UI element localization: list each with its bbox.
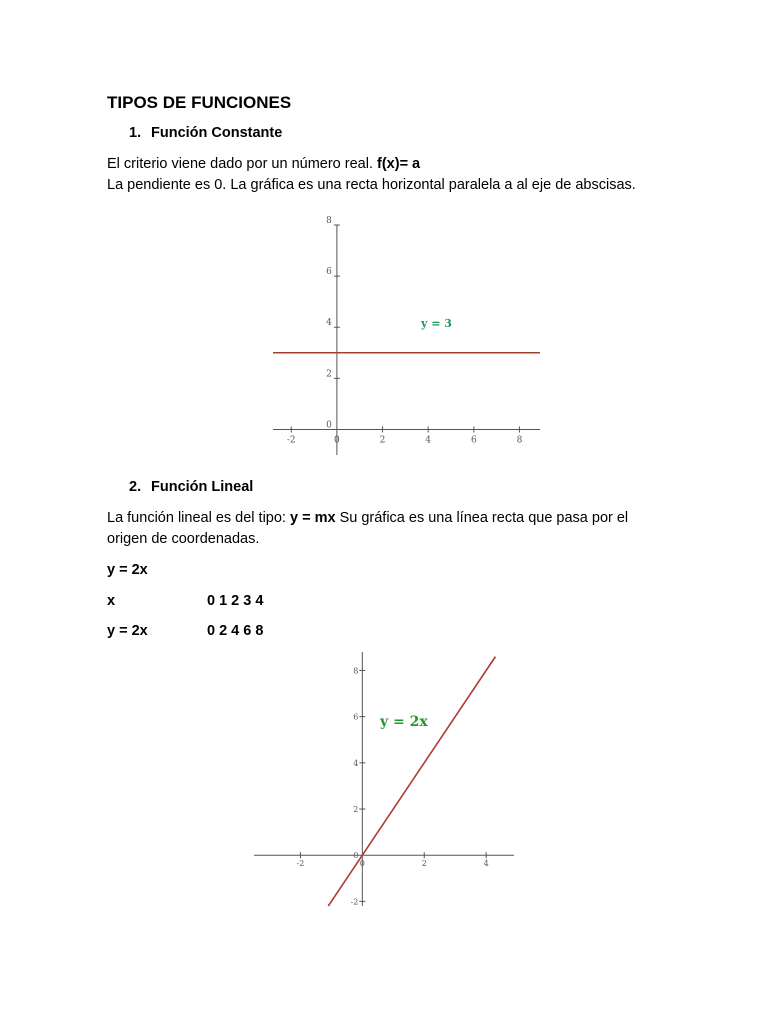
example-equation: y = 2x xyxy=(107,562,148,578)
y-tick-label: -2 xyxy=(350,897,359,907)
y-tick-label: 6 xyxy=(353,712,359,722)
linear-definition-line-2: origen de coordenadas. xyxy=(107,531,260,547)
y-tick-label: 0 xyxy=(326,420,332,431)
y-tick-label: 4 xyxy=(326,318,332,329)
x-tick-label: 4 xyxy=(483,859,489,869)
x-tick-label: 4 xyxy=(425,435,432,446)
criterion-formula: f(x)= a xyxy=(377,156,421,172)
criterion-text: El criterio viene dado por un número real. xyxy=(107,156,373,172)
table-y-values: 0 2 4 6 8 xyxy=(207,623,264,639)
y-tick-label: 4 xyxy=(353,758,359,768)
linear-definition-line xyxy=(107,508,628,529)
section-1-heading xyxy=(129,125,282,141)
series-line xyxy=(328,657,495,906)
criterion-line xyxy=(107,154,636,175)
linear-definition-rest: Su gráfica es una línea recta que pasa por el xyxy=(339,510,629,526)
x-tick-label: -2 xyxy=(296,859,305,869)
table-y-label: y = 2x xyxy=(107,623,148,639)
x-tick-label: 8 xyxy=(516,435,523,446)
x-tick-label: -2 xyxy=(286,435,296,446)
y-tick-label: 8 xyxy=(326,216,332,226)
y-tick-label: 8 xyxy=(353,666,359,676)
table-x-label: x xyxy=(107,593,116,609)
table-x-values: 0 1 2 3 4 xyxy=(207,593,264,609)
chart-1-group xyxy=(273,216,540,455)
x-tick-label: 0 xyxy=(359,859,365,869)
section-1-title: Función Constante xyxy=(151,125,283,141)
slope-line: La pendiente es 0. La gráfica es una recta horizontal paralela a al eje de abscisas. xyxy=(107,177,636,193)
chart-2-group xyxy=(254,652,514,906)
y-tick-label: 2 xyxy=(353,805,359,815)
linear-definition-text: La función lineal es del tipo: xyxy=(107,510,286,526)
x-tick-label: 2 xyxy=(421,859,427,869)
section-2-paragraph xyxy=(107,508,628,550)
constant-function-chart xyxy=(268,216,546,458)
section-1-paragraph xyxy=(107,154,636,196)
section-2-number: 2. xyxy=(129,479,142,495)
x-tick-label: 6 xyxy=(470,435,477,446)
section-2-title: Función Lineal xyxy=(151,479,254,495)
y-tick-label: 6 xyxy=(326,267,332,278)
series-label: y = 2x xyxy=(380,714,428,730)
y-tick-label: 2 xyxy=(326,369,332,380)
linear-formula: y = mx xyxy=(290,510,336,526)
page-title: TIPOS DE FUNCIONES xyxy=(107,93,292,112)
y-tick-label: 0 xyxy=(353,851,359,861)
x-tick-label: 2 xyxy=(379,435,386,446)
series-label: y = 3 xyxy=(421,317,452,330)
linear-function-chart xyxy=(250,648,520,910)
x-tick-label: 0 xyxy=(334,435,340,446)
section-1-number: 1. xyxy=(129,125,142,141)
section-2-heading xyxy=(129,479,253,495)
